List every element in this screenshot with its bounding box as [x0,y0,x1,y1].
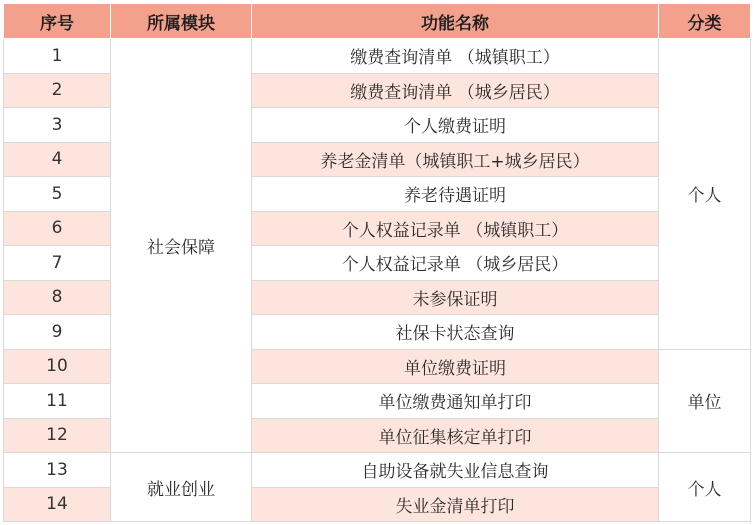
function-name: 单位征集核定单打印 [252,418,659,453]
function-name: 单位缴费证明 [252,349,659,384]
function-name: 失业金清单打印 [252,487,659,522]
module-cell-social-security: 社会保障 [111,39,252,453]
row-index: 9 [4,315,111,350]
row-index: 14 [4,487,111,522]
module-cell-employment: 就业创业 [111,453,252,522]
function-name: 养老待遇证明 [252,177,659,212]
row-index: 11 [4,384,111,419]
row-index: 8 [4,280,111,315]
services-table [3,3,751,522]
table-row [4,453,751,488]
header-index: 序号 [4,4,111,39]
function-name: 个人权益记录单 （城乡居民） [252,246,659,281]
table-row [4,39,751,74]
row-index: 12 [4,418,111,453]
function-name: 个人缴费证明 [252,108,659,143]
row-index: 5 [4,177,111,212]
function-name: 未参保证明 [252,280,659,315]
category-cell-unit: 单位 [659,349,751,453]
row-index: 13 [4,453,111,488]
row-index: 6 [4,211,111,246]
row-index: 10 [4,349,111,384]
function-name: 社保卡状态查询 [252,315,659,350]
row-index: 3 [4,108,111,143]
row-index: 7 [4,246,111,281]
row-index: 4 [4,142,111,177]
header-module: 所属模块 [111,4,252,39]
header-function-name: 功能名称 [252,4,659,39]
function-name: 缴费查询清单 （城乡居民） [252,73,659,108]
function-name: 个人权益记录单 （城镇职工） [252,211,659,246]
category-cell-personal-employment: 个人 [659,453,751,522]
function-name: 自助设备就失业信息查询 [252,453,659,488]
header-category: 分类 [659,4,751,39]
header-row [4,4,751,39]
row-index: 2 [4,73,111,108]
row-index: 1 [4,39,111,74]
function-name: 缴费查询清单 （城镇职工） [252,39,659,74]
function-name: 养老金清单（城镇职工+城乡居民） [252,142,659,177]
category-cell-personal: 个人 [659,39,751,350]
function-name: 单位缴费通知单打印 [252,384,659,419]
